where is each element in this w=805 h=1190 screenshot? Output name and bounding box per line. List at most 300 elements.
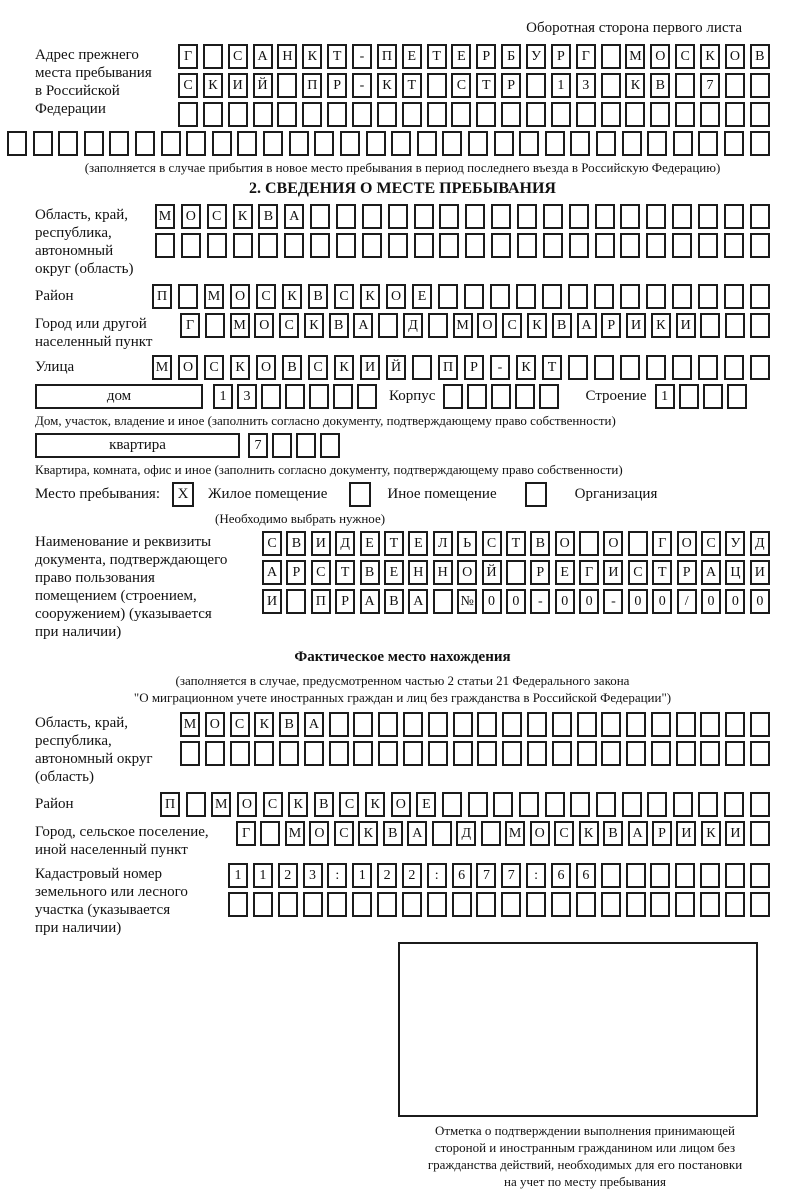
char-cell[interactable] xyxy=(724,131,744,156)
char-cell[interactable]: А xyxy=(407,821,427,846)
char-cell[interactable]: К xyxy=(527,313,547,338)
char-cell[interactable]: - xyxy=(530,589,550,614)
char-cell[interactable]: И xyxy=(725,821,745,846)
char-cell[interactable] xyxy=(551,892,571,917)
char-cell[interactable] xyxy=(672,355,692,380)
char-cell[interactable]: М xyxy=(230,313,250,338)
char-cell[interactable] xyxy=(517,233,537,258)
char-cell[interactable]: С xyxy=(308,355,328,380)
char-cell[interactable] xyxy=(84,131,104,156)
char-cell[interactable]: М xyxy=(204,284,224,309)
char-cell[interactable]: У xyxy=(526,44,546,69)
char-cell[interactable]: 6 xyxy=(551,863,571,888)
char-cell[interactable]: Г xyxy=(178,44,198,69)
char-cell[interactable] xyxy=(673,792,693,817)
char-cell[interactable] xyxy=(155,233,175,258)
char-cell[interactable]: О xyxy=(181,204,201,229)
char-cell[interactable] xyxy=(724,792,744,817)
char-cell[interactable]: : xyxy=(526,863,546,888)
apartment-box[interactable]: квартира xyxy=(35,433,240,458)
char-cell[interactable] xyxy=(296,433,316,458)
char-cell[interactable]: С xyxy=(339,792,359,817)
char-cell[interactable] xyxy=(724,284,744,309)
stay-type-checkbox-organization[interactable] xyxy=(525,482,547,507)
char-cell[interactable]: К xyxy=(254,712,274,737)
char-cell[interactable] xyxy=(601,712,621,737)
char-cell[interactable]: Т xyxy=(384,531,404,556)
char-cell[interactable]: 1 xyxy=(655,384,675,409)
char-cell[interactable]: К xyxy=(203,73,223,98)
prev-address-row-4[interactable] xyxy=(7,131,770,156)
char-cell[interactable]: Р xyxy=(530,560,550,585)
char-cell[interactable]: 1 xyxy=(228,863,248,888)
char-cell[interactable] xyxy=(366,131,386,156)
char-cell[interactable] xyxy=(476,102,496,127)
char-cell[interactable]: - xyxy=(603,589,623,614)
korpus-cells[interactable] xyxy=(443,384,559,409)
char-cell[interactable] xyxy=(432,821,452,846)
char-cell[interactable] xyxy=(391,131,411,156)
char-cell[interactable] xyxy=(552,712,572,737)
char-cell[interactable] xyxy=(594,284,614,309)
char-cell[interactable] xyxy=(750,313,770,338)
char-cell[interactable] xyxy=(491,384,511,409)
char-cell[interactable] xyxy=(279,741,299,766)
char-cell[interactable]: К xyxy=(282,284,302,309)
char-cell[interactable]: Г xyxy=(652,531,672,556)
char-cell[interactable] xyxy=(676,741,696,766)
char-cell[interactable] xyxy=(526,73,546,98)
city-row[interactable] xyxy=(180,313,770,338)
char-cell[interactable] xyxy=(527,712,547,737)
char-cell[interactable] xyxy=(519,131,539,156)
char-cell[interactable] xyxy=(750,821,770,846)
char-cell[interactable] xyxy=(517,204,537,229)
char-cell[interactable] xyxy=(402,892,422,917)
char-cell[interactable] xyxy=(501,892,521,917)
char-cell[interactable] xyxy=(601,102,621,127)
char-cell[interactable]: 0 xyxy=(628,589,648,614)
char-cell[interactable]: В xyxy=(258,204,278,229)
char-cell[interactable] xyxy=(310,204,330,229)
char-cell[interactable]: Ц xyxy=(725,560,745,585)
char-cell[interactable]: 3 xyxy=(237,384,257,409)
char-cell[interactable] xyxy=(700,313,720,338)
char-cell[interactable] xyxy=(725,313,745,338)
char-cell[interactable] xyxy=(675,73,695,98)
char-cell[interactable] xyxy=(439,233,459,258)
char-cell[interactable] xyxy=(260,821,280,846)
char-cell[interactable] xyxy=(675,892,695,917)
char-cell[interactable] xyxy=(427,73,447,98)
char-cell[interactable]: О xyxy=(725,44,745,69)
char-cell[interactable] xyxy=(378,712,398,737)
region-row-1[interactable] xyxy=(155,204,770,229)
char-cell[interactable] xyxy=(679,384,699,409)
char-cell[interactable] xyxy=(254,741,274,766)
char-cell[interactable]: В xyxy=(286,531,306,556)
char-cell[interactable]: У xyxy=(725,531,745,556)
char-cell[interactable]: Р xyxy=(652,821,672,846)
char-cell[interactable]: Ь xyxy=(457,531,477,556)
char-cell[interactable]: 6 xyxy=(452,863,472,888)
char-cell[interactable] xyxy=(698,233,718,258)
char-cell[interactable]: С xyxy=(311,560,331,585)
char-cell[interactable] xyxy=(651,712,671,737)
char-cell[interactable]: К xyxy=(288,792,308,817)
char-cell[interactable]: К xyxy=(625,73,645,98)
char-cell[interactable]: 1 xyxy=(213,384,233,409)
char-cell[interactable]: А xyxy=(701,560,721,585)
char-cell[interactable]: 7 xyxy=(700,73,720,98)
char-cell[interactable] xyxy=(253,892,273,917)
char-cell[interactable]: А xyxy=(628,821,648,846)
title-document-row-3[interactable] xyxy=(262,589,770,614)
char-cell[interactable]: М xyxy=(505,821,525,846)
char-cell[interactable] xyxy=(161,131,181,156)
char-cell[interactable] xyxy=(428,741,448,766)
char-cell[interactable]: № xyxy=(457,589,477,614)
char-cell[interactable] xyxy=(402,102,422,127)
char-cell[interactable]: В xyxy=(308,284,328,309)
char-cell[interactable] xyxy=(596,131,616,156)
char-cell[interactable] xyxy=(277,102,297,127)
char-cell[interactable]: О xyxy=(254,313,274,338)
char-cell[interactable]: М xyxy=(180,712,200,737)
char-cell[interactable]: Е xyxy=(416,792,436,817)
char-cell[interactable] xyxy=(452,892,472,917)
char-cell[interactable]: С xyxy=(482,531,502,556)
char-cell[interactable] xyxy=(650,892,670,917)
char-cell[interactable]: Е xyxy=(402,44,422,69)
char-cell[interactable] xyxy=(465,233,485,258)
char-cell[interactable] xyxy=(205,741,225,766)
char-cell[interactable]: С xyxy=(334,284,354,309)
char-cell[interactable]: 1 xyxy=(253,863,273,888)
char-cell[interactable] xyxy=(543,233,563,258)
char-cell[interactable] xyxy=(725,102,745,127)
char-cell[interactable]: М xyxy=(155,204,175,229)
stay-type-checkbox-residential[interactable]: X xyxy=(172,482,194,507)
char-cell[interactable]: С xyxy=(701,531,721,556)
char-cell[interactable] xyxy=(596,792,616,817)
char-cell[interactable]: Т xyxy=(327,44,347,69)
char-cell[interactable]: П xyxy=(438,355,458,380)
char-cell[interactable] xyxy=(515,384,535,409)
char-cell[interactable] xyxy=(378,313,398,338)
char-cell[interactable]: Й xyxy=(482,560,502,585)
char-cell[interactable] xyxy=(620,355,640,380)
char-cell[interactable]: С xyxy=(675,44,695,69)
char-cell[interactable]: А xyxy=(253,44,273,69)
char-cell[interactable] xyxy=(750,102,770,127)
char-cell[interactable]: С xyxy=(204,355,224,380)
char-cell[interactable] xyxy=(724,204,744,229)
char-cell[interactable]: В xyxy=(282,355,302,380)
char-cell[interactable]: 2 xyxy=(278,863,298,888)
char-cell[interactable]: И xyxy=(360,355,380,380)
char-cell[interactable] xyxy=(750,233,770,258)
char-cell[interactable]: 7 xyxy=(476,863,496,888)
char-cell[interactable] xyxy=(327,892,347,917)
cadastral-row-2[interactable] xyxy=(228,892,770,917)
char-cell[interactable] xyxy=(203,102,223,127)
char-cell[interactable] xyxy=(178,102,198,127)
char-cell[interactable] xyxy=(377,892,397,917)
char-cell[interactable]: К xyxy=(700,44,720,69)
char-cell[interactable] xyxy=(675,863,695,888)
char-cell[interactable] xyxy=(277,73,297,98)
char-cell[interactable] xyxy=(502,712,522,737)
char-cell[interactable]: Д xyxy=(335,531,355,556)
char-cell[interactable] xyxy=(362,204,382,229)
city-2-row[interactable] xyxy=(236,821,770,846)
char-cell[interactable] xyxy=(626,863,646,888)
char-cell[interactable] xyxy=(481,821,501,846)
char-cell[interactable] xyxy=(676,712,696,737)
char-cell[interactable]: О xyxy=(677,531,697,556)
char-cell[interactable] xyxy=(278,892,298,917)
char-cell[interactable] xyxy=(542,284,562,309)
char-cell[interactable] xyxy=(675,102,695,127)
char-cell[interactable]: С xyxy=(263,792,283,817)
char-cell[interactable] xyxy=(438,284,458,309)
char-cell[interactable] xyxy=(178,284,198,309)
char-cell[interactable] xyxy=(428,313,448,338)
char-cell[interactable] xyxy=(601,73,621,98)
char-cell[interactable]: М xyxy=(285,821,305,846)
char-cell[interactable]: К xyxy=(358,821,378,846)
char-cell[interactable] xyxy=(750,863,770,888)
char-cell[interactable] xyxy=(327,102,347,127)
char-cell[interactable]: А xyxy=(577,313,597,338)
char-cell[interactable] xyxy=(568,355,588,380)
char-cell[interactable]: Р xyxy=(476,44,496,69)
char-cell[interactable] xyxy=(477,712,497,737)
char-cell[interactable] xyxy=(526,102,546,127)
char-cell[interactable] xyxy=(700,102,720,127)
char-cell[interactable]: С xyxy=(279,313,299,338)
char-cell[interactable] xyxy=(620,233,640,258)
char-cell[interactable]: Е xyxy=(360,531,380,556)
char-cell[interactable] xyxy=(626,712,646,737)
char-cell[interactable] xyxy=(570,792,590,817)
char-cell[interactable] xyxy=(650,102,670,127)
char-cell[interactable] xyxy=(439,204,459,229)
char-cell[interactable]: К xyxy=(304,313,324,338)
char-cell[interactable]: С xyxy=(334,821,354,846)
char-cell[interactable] xyxy=(336,233,356,258)
char-cell[interactable]: В xyxy=(530,531,550,556)
district-2-row[interactable] xyxy=(160,792,770,817)
char-cell[interactable] xyxy=(527,741,547,766)
char-cell[interactable] xyxy=(673,131,693,156)
char-cell[interactable] xyxy=(417,131,437,156)
char-cell[interactable] xyxy=(353,712,373,737)
char-cell[interactable]: И xyxy=(676,313,696,338)
char-cell[interactable] xyxy=(646,355,666,380)
char-cell[interactable] xyxy=(237,131,257,156)
char-cell[interactable]: 0 xyxy=(725,589,745,614)
char-cell[interactable] xyxy=(601,863,621,888)
char-cell[interactable] xyxy=(698,131,718,156)
char-cell[interactable] xyxy=(725,712,745,737)
char-cell[interactable]: П xyxy=(302,73,322,98)
char-cell[interactable] xyxy=(698,792,718,817)
char-cell[interactable]: К xyxy=(230,355,250,380)
char-cell[interactable] xyxy=(340,131,360,156)
char-cell[interactable] xyxy=(468,792,488,817)
char-cell[interactable]: Г xyxy=(180,313,200,338)
char-cell[interactable]: С xyxy=(178,73,198,98)
char-cell[interactable] xyxy=(651,741,671,766)
char-cell[interactable] xyxy=(501,102,521,127)
char-cell[interactable] xyxy=(647,792,667,817)
char-cell[interactable] xyxy=(725,741,745,766)
char-cell[interactable] xyxy=(135,131,155,156)
char-cell[interactable]: И xyxy=(228,73,248,98)
char-cell[interactable] xyxy=(698,355,718,380)
char-cell[interactable]: И xyxy=(750,560,770,585)
char-cell[interactable]: К xyxy=(360,284,380,309)
char-cell[interactable]: К xyxy=(701,821,721,846)
char-cell[interactable] xyxy=(494,131,514,156)
district-row[interactable] xyxy=(152,284,770,309)
char-cell[interactable] xyxy=(451,102,471,127)
region-2-row-1[interactable] xyxy=(180,712,770,737)
char-cell[interactable] xyxy=(727,384,747,409)
char-cell[interactable] xyxy=(442,792,462,817)
char-cell[interactable]: О xyxy=(205,712,225,737)
char-cell[interactable] xyxy=(620,284,640,309)
char-cell[interactable] xyxy=(625,102,645,127)
char-cell[interactable] xyxy=(233,233,253,258)
house-cells[interactable] xyxy=(213,384,377,409)
house-box[interactable]: дом xyxy=(35,384,203,409)
char-cell[interactable]: В xyxy=(279,712,299,737)
region-row-2[interactable] xyxy=(155,233,770,258)
char-cell[interactable] xyxy=(750,892,770,917)
apartment-cells[interactable] xyxy=(248,433,340,458)
char-cell[interactable]: М xyxy=(625,44,645,69)
char-cell[interactable] xyxy=(228,892,248,917)
char-cell[interactable] xyxy=(526,892,546,917)
char-cell[interactable]: И xyxy=(676,821,696,846)
char-cell[interactable]: 0 xyxy=(482,589,502,614)
char-cell[interactable]: : xyxy=(327,863,347,888)
char-cell[interactable]: С xyxy=(207,204,227,229)
char-cell[interactable]: Р xyxy=(464,355,484,380)
char-cell[interactable] xyxy=(453,741,473,766)
char-cell[interactable] xyxy=(595,204,615,229)
stay-type-checkbox-other[interactable] xyxy=(349,482,371,507)
char-cell[interactable] xyxy=(261,384,281,409)
char-cell[interactable]: Е xyxy=(451,44,471,69)
char-cell[interactable]: Т xyxy=(427,44,447,69)
char-cell[interactable] xyxy=(329,741,349,766)
char-cell[interactable] xyxy=(427,892,447,917)
char-cell[interactable] xyxy=(33,131,53,156)
char-cell[interactable] xyxy=(622,131,642,156)
char-cell[interactable] xyxy=(626,741,646,766)
char-cell[interactable]: 2 xyxy=(377,863,397,888)
char-cell[interactable] xyxy=(750,284,770,309)
char-cell[interactable]: О xyxy=(178,355,198,380)
char-cell[interactable] xyxy=(672,204,692,229)
char-cell[interactable] xyxy=(628,531,648,556)
char-cell[interactable]: О xyxy=(477,313,497,338)
char-cell[interactable]: П xyxy=(377,44,397,69)
char-cell[interactable]: А xyxy=(262,560,282,585)
char-cell[interactable]: О xyxy=(230,284,250,309)
char-cell[interactable]: 1 xyxy=(551,73,571,98)
char-cell[interactable]: П xyxy=(152,284,172,309)
char-cell[interactable]: Р xyxy=(501,73,521,98)
char-cell[interactable]: К xyxy=(377,73,397,98)
char-cell[interactable]: В xyxy=(552,313,572,338)
char-cell[interactable] xyxy=(650,863,670,888)
char-cell[interactable]: Г xyxy=(579,560,599,585)
char-cell[interactable] xyxy=(577,741,597,766)
char-cell[interactable] xyxy=(272,433,292,458)
char-cell[interactable] xyxy=(700,863,720,888)
char-cell[interactable] xyxy=(725,892,745,917)
char-cell[interactable]: А xyxy=(284,204,304,229)
char-cell[interactable] xyxy=(414,233,434,258)
char-cell[interactable]: Й xyxy=(386,355,406,380)
char-cell[interactable] xyxy=(672,233,692,258)
char-cell[interactable] xyxy=(285,384,305,409)
char-cell[interactable] xyxy=(453,712,473,737)
char-cell[interactable] xyxy=(310,233,330,258)
char-cell[interactable] xyxy=(320,433,340,458)
char-cell[interactable]: 0 xyxy=(652,589,672,614)
char-cell[interactable]: О xyxy=(555,531,575,556)
char-cell[interactable] xyxy=(186,792,206,817)
char-cell[interactable]: И xyxy=(626,313,646,338)
char-cell[interactable]: В xyxy=(650,73,670,98)
char-cell[interactable] xyxy=(314,131,334,156)
char-cell[interactable]: О xyxy=(309,821,329,846)
char-cell[interactable]: С xyxy=(502,313,522,338)
char-cell[interactable] xyxy=(414,204,434,229)
char-cell[interactable] xyxy=(442,131,462,156)
char-cell[interactable] xyxy=(672,284,692,309)
char-cell[interactable]: Т xyxy=(476,73,496,98)
char-cell[interactable]: Т xyxy=(652,560,672,585)
char-cell[interactable] xyxy=(476,892,496,917)
char-cell[interactable] xyxy=(577,712,597,737)
char-cell[interactable]: 0 xyxy=(701,589,721,614)
char-cell[interactable] xyxy=(750,131,770,156)
char-cell[interactable] xyxy=(750,712,770,737)
char-cell[interactable]: Т xyxy=(335,560,355,585)
char-cell[interactable] xyxy=(309,384,329,409)
char-cell[interactable] xyxy=(703,384,723,409)
char-cell[interactable] xyxy=(493,792,513,817)
char-cell[interactable] xyxy=(750,73,770,98)
char-cell[interactable]: Н xyxy=(408,560,428,585)
char-cell[interactable]: - xyxy=(352,73,372,98)
char-cell[interactable] xyxy=(181,233,201,258)
char-cell[interactable] xyxy=(516,284,536,309)
char-cell[interactable] xyxy=(750,792,770,817)
char-cell[interactable] xyxy=(506,560,526,585)
char-cell[interactable]: М xyxy=(211,792,231,817)
char-cell[interactable] xyxy=(357,384,377,409)
char-cell[interactable] xyxy=(329,712,349,737)
char-cell[interactable]: В xyxy=(383,821,403,846)
